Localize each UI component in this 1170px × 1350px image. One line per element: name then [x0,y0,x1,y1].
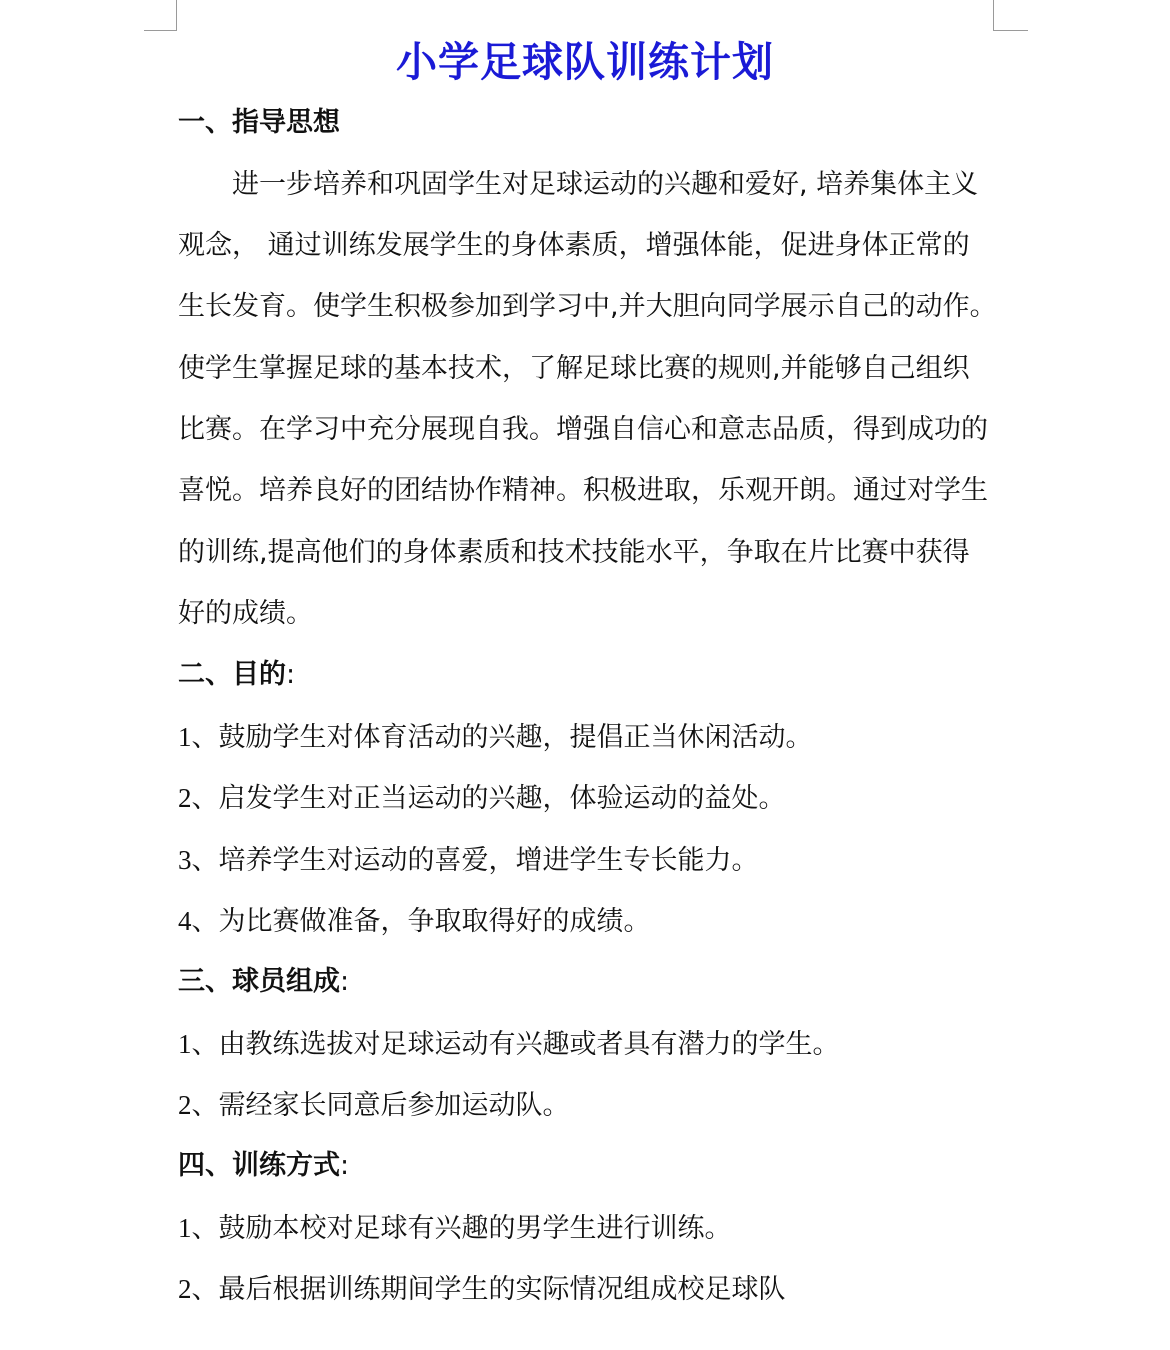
paragraph-line: 使学生掌握足球的基本技术，了解足球比赛的规则,并能够自己组织 [178,353,970,384]
section-heading-training-method [178,1146,1008,1186]
crop-mark-top-left [176,0,177,30]
heading-text: 四、训练方式 [178,1150,340,1181]
paragraph-line: 进一步培养和巩固学生对足球运动的兴趣和爱好, 培养集体主义 [232,169,979,200]
list-number: 3 [178,845,192,875]
paragraph-line: 的训练,提高他们的身体素质和技术技能水平，争取在片比赛中获得 [178,537,970,568]
list-text: 、最后根据训练期间学生的实际情况组成校足球队 [191,1274,786,1305]
section-heading-players [178,962,1008,1002]
list-item [178,1208,1008,1249]
heading-colon: : [340,1150,350,1181]
paragraph-line: 好的成绩。 [178,598,313,629]
list-number: 1 [178,1213,192,1243]
crop-mark-top-right [993,0,994,30]
list-item [178,840,1008,881]
list-text: 、需经家长同意后参加运动队。 [191,1090,570,1121]
paragraph-line: 观念， 通过训练发展学生的身体素质，增强体能，促进身体正常的 [178,230,970,261]
section-heading-guiding-thought: 一、指导思想 [178,107,340,138]
list-text: 、鼓励学生对体育活动的兴趣，提倡正当休闲活动。 [191,722,813,753]
list-text: 、启发学生对正当运动的兴趣，体验运动的益处。 [191,783,786,814]
list-item [178,1024,1008,1065]
list-text: 、培养学生对运动的喜爱，增进学生专长能力。 [191,845,759,876]
list-text: 、由教练选拔对足球运动有兴趣或者具有潜力的学生。 [191,1029,840,1060]
list-item [178,717,1008,758]
heading-text: 二、目的 [178,659,286,690]
crop-mark-top-left [144,30,177,31]
list-number: 1 [178,1029,192,1059]
heading-colon: : [340,966,350,997]
list-text: 、鼓励本校对足球有兴趣的男学生进行训练。 [191,1213,732,1244]
list-number: 2 [178,1274,192,1304]
list-text: 、为比赛做准备，争取取得好的成绩。 [191,906,651,937]
list-number: 2 [178,783,192,813]
paragraph-line: 生长发育。使学生积极参加到学习中,并大胆向同学展示自己的动作。 [178,291,997,322]
paragraph-line: 比赛。在学习中充分展现自我。增强自信心和意志品质，得到成功的 [178,414,988,445]
document-title: 小学足球队训练计划 [396,38,774,86]
list-number: 1 [178,722,192,752]
paragraph-line: 喜悦。培养良好的团结协作精神。积极进取，乐观开朗。通过对学生 [178,475,988,506]
list-item [178,1085,1008,1126]
list-number: 4 [178,906,192,936]
list-number: 2 [178,1090,192,1120]
list-item [178,901,1008,942]
crop-mark-top-right [993,30,1028,31]
heading-colon: : [286,659,296,690]
list-item [178,778,1008,819]
heading-text: 三、球员组成 [178,966,340,997]
list-item [178,1269,1008,1310]
section-heading-purpose [178,655,1008,695]
